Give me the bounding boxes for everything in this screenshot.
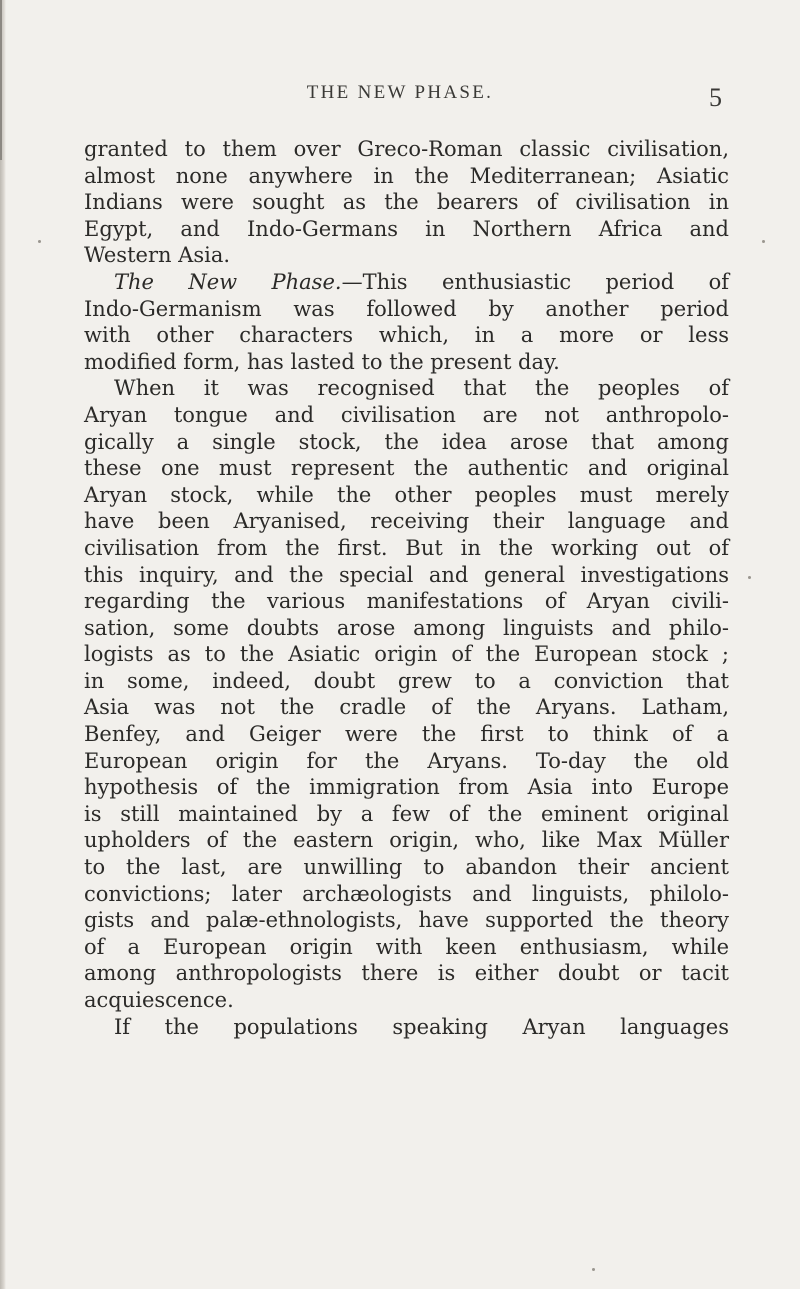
text-line: convictions; later archæologists and linguists, philolo- bbox=[84, 881, 729, 906]
text-line: When it was recognised that the peoples of bbox=[114, 376, 729, 401]
text-line: European origin for the Aryans. To-day the old bbox=[84, 748, 729, 773]
text-line: granted to them over Greco-Roman classic civilisation, bbox=[84, 137, 729, 161]
text-line: this inquiry, and the special and general investigations bbox=[84, 562, 729, 587]
section-heading-line bbox=[84, 269, 729, 296]
text-line: Asia was not the cradle of the Aryans. Latham, bbox=[84, 695, 729, 720]
paper-speck bbox=[592, 1268, 595, 1271]
text-line: almost none anywhere in the Mediterranean; Asiatic bbox=[84, 163, 729, 188]
text-line: upholders of the eastern origin, who, like Max Müller bbox=[84, 828, 729, 853]
text-line: these one must represent the authentic and original bbox=[84, 456, 729, 481]
text-line: in some, indeed, doubt grew to a conviction that bbox=[84, 668, 729, 693]
text-line: have been Aryanised, receiving their language and bbox=[84, 509, 729, 534]
text-line: Indians were sought as the bearers of civilisation in bbox=[84, 190, 729, 215]
text-line: acquiescence. bbox=[84, 988, 234, 1012]
text-line: Aryan stock, while the other peoples must merely bbox=[84, 482, 729, 507]
text-line: Indo-Germanism was followed by another period bbox=[84, 296, 729, 321]
text-line: Egypt, and Indo-Germans in Northern Africa and bbox=[84, 216, 729, 241]
paper-speck bbox=[762, 240, 765, 243]
text-line: If the populations speaking Aryan languages bbox=[114, 1014, 729, 1039]
text-line: modified form, has lasted to the present day. bbox=[84, 349, 560, 374]
text-line: sation, some doubts arose among linguists and philo- bbox=[84, 615, 729, 640]
page-binding-edge bbox=[0, 0, 6, 1289]
text-line: Benfey, and Geiger were the first to think of a bbox=[84, 722, 729, 747]
page-header bbox=[0, 80, 800, 110]
text-line: civilisation from the first. But in the working out of bbox=[84, 535, 729, 560]
text-line: Western Asia. bbox=[84, 243, 231, 268]
paper-speck bbox=[38, 240, 41, 243]
section-heading: The New Phase. bbox=[114, 269, 342, 294]
text-line: among anthropologists there is either doubt or tacit bbox=[84, 961, 729, 986]
text-line: regarding the various manifestations of Aryan civili- bbox=[84, 589, 729, 614]
text-line: Aryan tongue and civilisation are not anthropolo- bbox=[84, 402, 729, 427]
text-line: hypothesis of the immigration from Asia into Europe bbox=[84, 775, 729, 800]
section-heading-rest: —This enthusiastic period of bbox=[341, 269, 729, 294]
text-line: gists and palæ-ethnologists, have supported the theory bbox=[84, 908, 729, 933]
text-line: of a European origin with keen enthusiasm, while bbox=[84, 934, 729, 959]
text-line: to the last, are unwilling to abandon their ancient bbox=[84, 855, 729, 880]
text-line: logists as to the Asiatic origin of the European stock ; bbox=[84, 642, 729, 667]
text-line: gically a single stock, the idea arose that among bbox=[84, 429, 729, 454]
running-title: THE NEW PHASE. bbox=[306, 82, 494, 103]
page-number: 5 bbox=[709, 83, 722, 112]
paper-speck bbox=[748, 576, 751, 579]
text-line: is still maintained by a few of the eminent original bbox=[84, 801, 729, 826]
text-line: with other characters which, in a more or less bbox=[84, 323, 729, 348]
body-text bbox=[84, 136, 729, 1040]
